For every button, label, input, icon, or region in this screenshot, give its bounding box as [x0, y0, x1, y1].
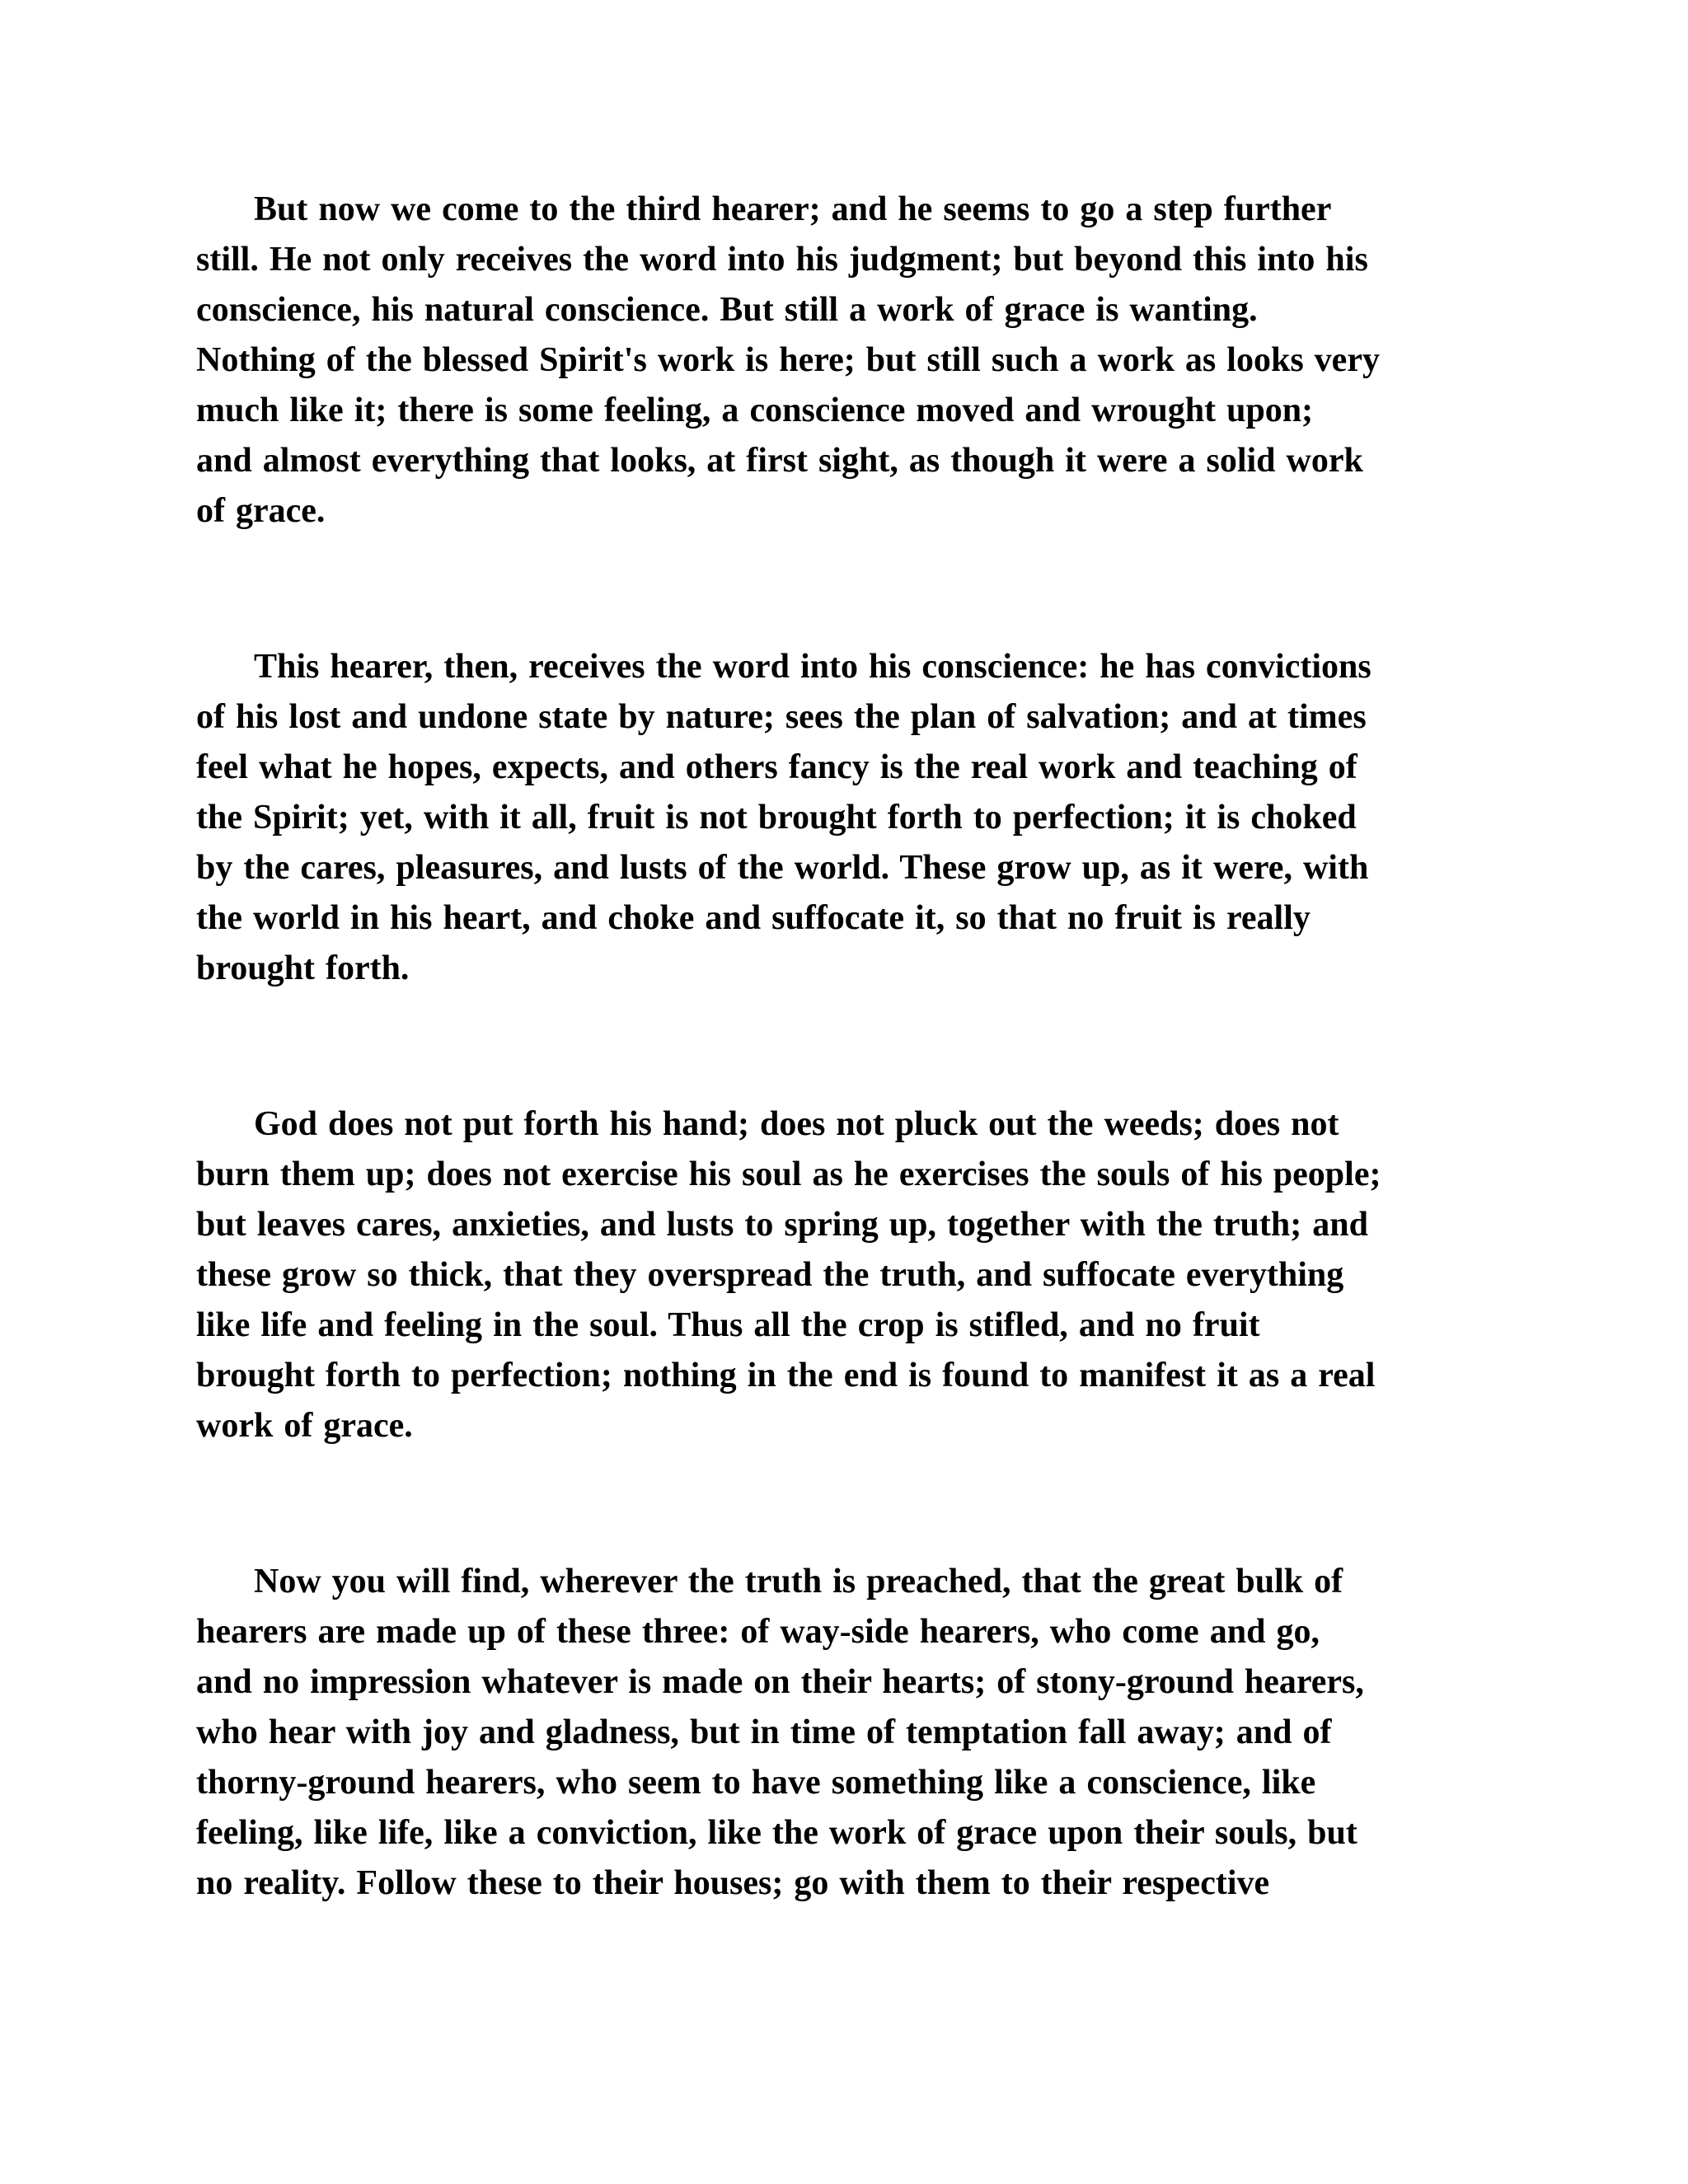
- text-line: of his lost and undone state by nature; sees the plan of salvation; and at times: [196, 698, 1367, 736]
- paragraph: [196, 1557, 1507, 1909]
- text-line: Now you will find, wherever the truth is preached, that the great bulk of: [254, 1563, 1343, 1601]
- text-content: [196, 185, 1507, 1909]
- text-line: Nothing of the blessed Spirit's work is here; but still such a work as looks very: [196, 341, 1380, 379]
- text-line: But now we come to the third hearer; and he seems to go a step further: [254, 190, 1332, 228]
- paragraph: [196, 185, 1507, 537]
- text-line: who hear with joy and gladness, but in time of temptation fall away; and of: [196, 1713, 1332, 1751]
- text-line: still. He not only receives the word into his judgment; but beyond this into his: [196, 241, 1368, 279]
- text-line: but leaves cares, anxieties, and lusts to spring up, together with the truth; and: [196, 1206, 1368, 1244]
- text-line: feel what he hopes, expects, and others fancy is the real work and teaching of: [196, 748, 1357, 786]
- text-line: by the cares, pleasures, and lusts of the world. These grow up, as it were, with: [196, 849, 1369, 887]
- text-line: no reality. Follow these to their houses; go with them to their respective: [196, 1864, 1270, 1902]
- text-line: thorny-ground hearers, who seem to have something like a conscience, like: [196, 1764, 1316, 1802]
- text-line: the Spirit; yet, with it all, fruit is not brought forth to perfection; it is choked: [196, 799, 1357, 837]
- text-line: the world in his heart, and choke and suffocate it, so that no fruit is really: [196, 899, 1311, 937]
- text-line: God does not put forth his hand; does not pluck out the weeds; does not: [254, 1105, 1339, 1143]
- text-line: feeling, like life, like a conviction, like the work of grace upon their souls, but: [196, 1814, 1357, 1852]
- text-line: brought forth to perfection; nothing in the end is found to manifest it as a real: [196, 1357, 1376, 1394]
- text-line: work of grace.: [196, 1407, 413, 1445]
- paragraph: [196, 1099, 1507, 1451]
- text-line: of grace.: [196, 492, 326, 530]
- text-line: and almost everything that looks, at first sight, as though it were a solid work: [196, 442, 1363, 480]
- text-line: and no impression whatever is made on their hearts; of stony-ground hearers,: [196, 1663, 1364, 1701]
- text-line: these grow so thick, that they overspread the truth, and suffocate everything: [196, 1256, 1344, 1294]
- text-line: like life and feeling in the soul. Thus all the crop is stifled, and no fruit: [196, 1306, 1260, 1344]
- text-line: hearers are made up of these three: of way-side hearers, who come and go,: [196, 1613, 1320, 1651]
- paragraph: [196, 642, 1507, 994]
- text-line: burn them up; does not exercise his soul as he exercises the souls of his people;: [196, 1155, 1381, 1193]
- text-line: brought forth.: [196, 949, 410, 987]
- text-line: much like it; there is some feeling, a conscience moved and wrought upon;: [196, 391, 1314, 429]
- text-line: conscience, his natural conscience. But still a work of grace is wanting.: [196, 291, 1258, 329]
- text-line: This hearer, then, receives the word into his conscience: he has convictions: [254, 648, 1372, 686]
